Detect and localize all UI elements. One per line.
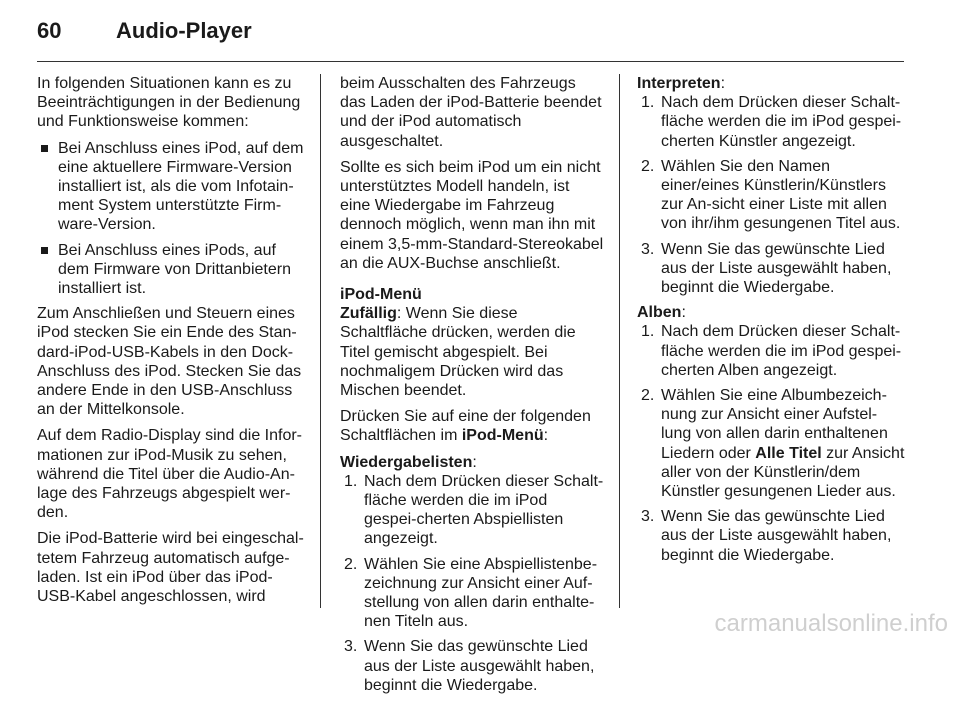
playlists-label: Wiedergabelisten: [340, 453, 473, 471]
step-item: 2. Wählen Sie eine Albumbezeich-nung zur Ansicht einer Aufstel-lung von allen darin enthaltenen Liedern oder Alle Titel zur Ansicht aller von der Künstlerin/dem Künstler gesungenen Lieder aus.: [641, 387, 905, 501]
step-item: 1. Nach dem Drücken dieser Schalt-fläche werden die im iPod gespei-cherten Alben angezeigt.: [641, 323, 902, 379]
albums-steps: [637, 322, 905, 564]
paragraph-press: Drücken Sie auf eine der folgenden Schaltflächen im iPod-Menü:: [340, 408, 591, 445]
paragraph-display: Auf dem Radio-Display sind die Infor-mationen zur iPod-Musik zu sehen, während die Titel über die Audio-An-lage des Fahrzeugs abgespielt wer-den.: [37, 427, 303, 522]
section-heading-ipod-menu: iPod-Menü: [340, 286, 422, 304]
bullet-item: Bei Anschluss eines iPods, auf dem Firmware von Drittanbietern installiert ist.: [37, 241, 307, 299]
paragraph-battery: Die iPod-Batterie wird bei eingeschal-tetem Fahrzeug automatisch aufge-laden. Ist ein iPod über das iPod-USB-Kabel angeschlossen, wird: [37, 530, 304, 606]
artists-label-line: Interpreten:: [637, 75, 726, 92]
square-bullet-icon: [41, 247, 48, 254]
step-item: 2. Wählen Sie den Namen einer/eines Künstlerin/Künstlers zur An-sicht einer Liste mit allen von ihr/ihm gesungenen Titel aus.: [641, 157, 901, 233]
playlists-steps: [340, 472, 604, 695]
albums-label-line: Alben:: [637, 304, 686, 322]
square-bullet-icon: [41, 145, 48, 152]
bullet-item: Bei Anschluss eines iPod, auf dem eine aktuellere Firmware-Version installiert ist, als die vom Infotain-ment System unterstützte Firm-ware-Version.: [37, 139, 307, 235]
step-item: 2. Wählen Sie eine Abspiellistenbe-zeichnung zur Ansicht einer Auf-stellung von allen darin enthalte-nen Titeln aus.: [344, 555, 598, 631]
watermark: carmanualsonline.info: [714, 610, 948, 637]
albums-label: Alben: [637, 304, 682, 322]
page-title: Audio-Player: [116, 18, 252, 43]
paragraph-unsupported: Sollte es sich beim iPod um ein nicht unterstütztes Modell handeln, ist eine Wiedergabe im Fahrzeug dennoch möglich, wenn man ihn mit einem 3,5-mm-Standard-Stereokabel an die AUX-Buchse anschließt.: [340, 158, 604, 272]
column-right: [637, 74, 905, 571]
step-item: 1. Nach dem Drücken dieser Schalt-fläche werden die im iPod gespei-cherten Künstler angezeigt.: [641, 94, 902, 150]
intro-paragraph: In folgenden Situationen kann es zu Beeinträchtigungen in der Bedienung und Funktionsweise kommen:: [37, 75, 301, 131]
bullet-list: [37, 139, 307, 299]
all-titles-label: Alle Titel: [755, 444, 822, 462]
artists-steps: [637, 93, 905, 297]
column-left: [37, 74, 307, 613]
playlists-label-line: Wiedergabelisten:: [340, 453, 477, 471]
page-header: [0, 0, 960, 62]
step-item: 1. Nach dem Drücken dieser Schalt-fläche werden die im iPod gespei-cherten Abspiellisten angezeigt.: [344, 472, 604, 548]
paragraph-connect: Zum Anschließen und Steuern eines iPod stecken Sie ein Ende des Stan-dard-iPod-USB-Kabels in den Dock-Anschluss des iPod. Stecken Sie das andere Ende in den USB-Anschluss an der Mittelkonsole.: [37, 305, 302, 419]
page-number: 60: [37, 18, 62, 43]
artists-label: Interpreten: [637, 75, 721, 92]
step-item: 3. Wenn Sie das gewünschte Lied aus der Liste ausgewählt haben, beginnt die Wiedergabe.: [641, 508, 892, 564]
step-item: 3. Wenn Sie das gewünschte Lied aus der Liste ausgewählt haben, beginnt die Wiedergabe.: [344, 638, 595, 694]
paragraph-battery-cont: beim Ausschalten des Fahrzeugs das Laden der iPod-Batterie beendet und der iPod automatisch ausgeschaltet.: [340, 75, 602, 150]
column-middle: [340, 74, 604, 701]
random-label: Zufällig: [340, 305, 397, 323]
paragraph-random: Zufällig: Wenn Sie diese Schaltfläche drücken, werden die Titel gemischt abgespielt. Bei nochmaligem Drücken wird das Mischen beendet.: [340, 305, 576, 400]
header-divider: [37, 61, 904, 62]
column-divider: [320, 74, 321, 608]
column-divider: [619, 74, 620, 608]
step-item: 3. Wenn Sie das gewünschte Lied aus der Liste ausgewählt haben, beginnt die Wiedergabe.: [641, 240, 892, 297]
